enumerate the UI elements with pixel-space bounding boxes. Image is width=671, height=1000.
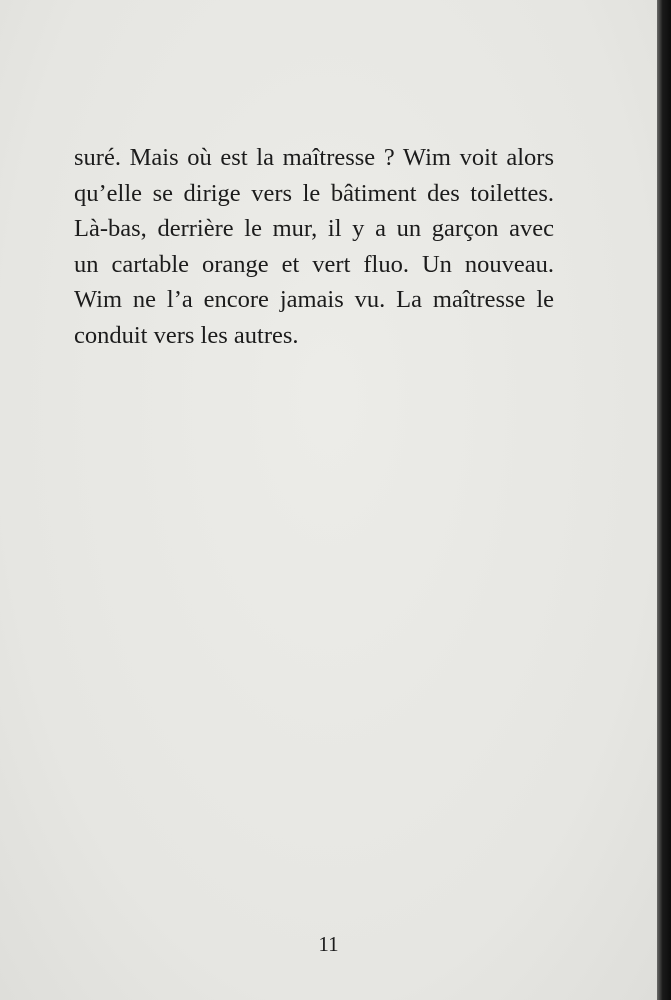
body-paragraph — [74, 140, 554, 353]
text-line: un cartable orange et vert fluo. Un nouveau. — [74, 250, 554, 278]
text-line: Wim ne l’a encore jamais vu. La maîtresse le — [74, 286, 554, 313]
text-line: Là-bas, derrière le mur, il y a un garçon avec — [74, 215, 554, 242]
text-line: suré. Mais où est la maîtresse ? Wim voit alors — [74, 144, 554, 171]
page-edge-shadow — [657, 0, 671, 1000]
text-line: conduit vers les autres. — [74, 321, 299, 349]
text-line: qu’elle se dirige vers le bâtiment des toilettes. — [74, 179, 554, 207]
page-number: 11 — [318, 932, 339, 956]
